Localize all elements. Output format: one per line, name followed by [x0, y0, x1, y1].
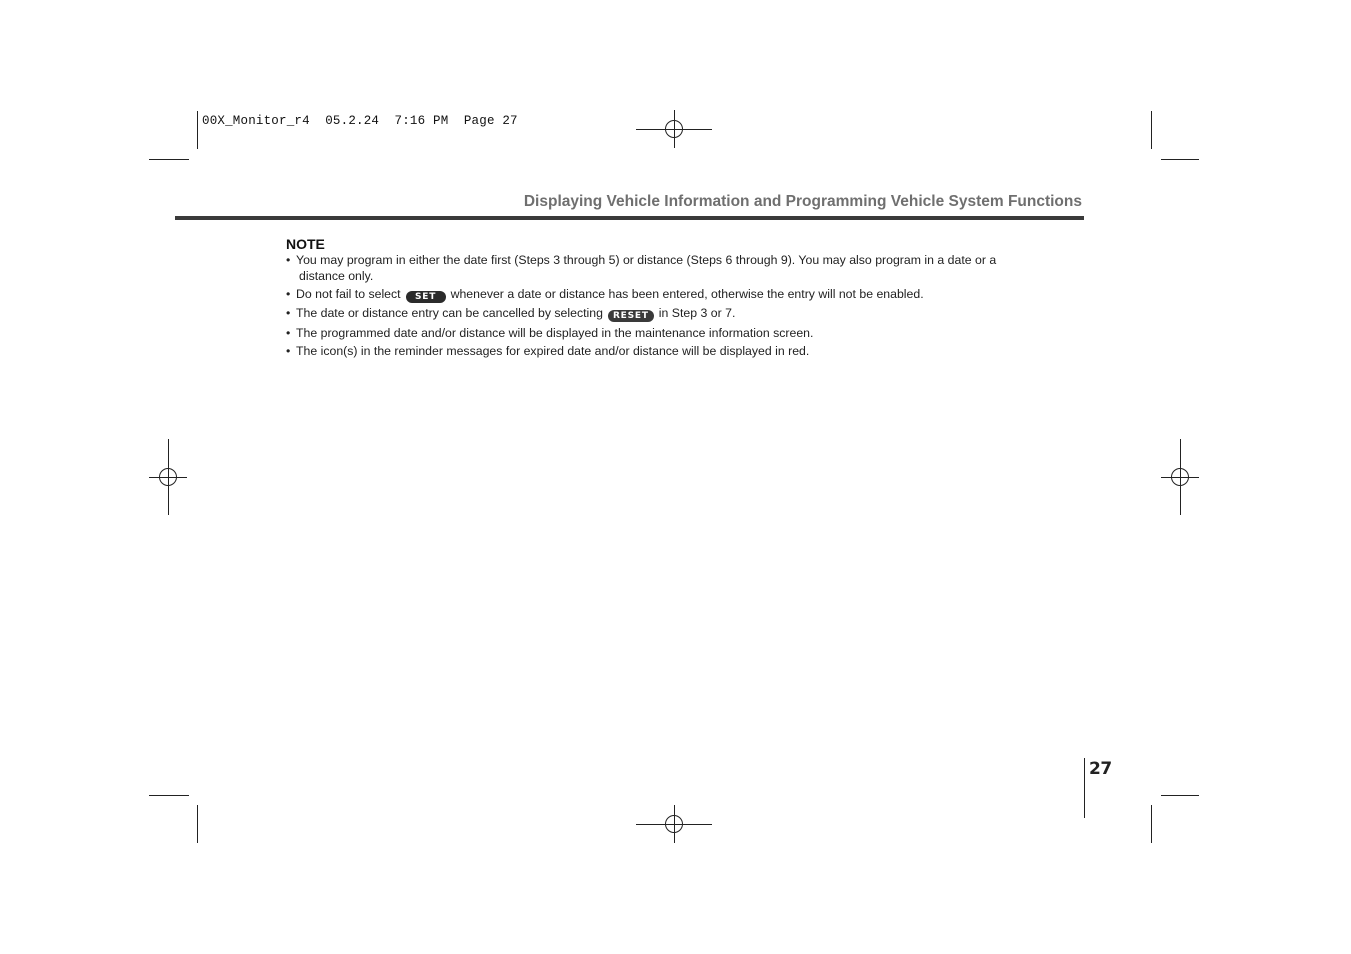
crop-mark-bottom-right-vertical: [1151, 805, 1152, 843]
crop-mark-top-right-horizontal: [1161, 159, 1199, 160]
bullet: •: [286, 306, 291, 321]
bullet: •: [286, 343, 291, 358]
section-title: Displaying Vehicle Information and Programming Vehicle System Functions: [523, 193, 1082, 210]
note-item: [286, 325, 1046, 341]
crop-mark-top-right-vertical: [1151, 111, 1152, 149]
note-list: [286, 252, 1046, 361]
crop-mark-bottom-right-horizontal: [1161, 795, 1199, 796]
note-item-text-after: in Step 3 or 7.: [658, 306, 736, 321]
header-rule: [175, 216, 1084, 220]
page-number-rule: [1084, 758, 1085, 818]
note-item: [286, 286, 1046, 303]
note-item-text-before: The date or distance entry can be cancelled by selecting: [296, 306, 603, 321]
page-number: 27: [1089, 759, 1112, 779]
note-item-text: The programmed date and/or distance will be displayed in the maintenance information screen.: [296, 325, 814, 340]
note-item-text: You may program in either the date first (Steps 3 through 5) or distance (Steps 6 through 9). You may also program in a date or a: [296, 253, 997, 267]
note-item-text-after: whenever a date or distance has been entered, otherwise the entry will not be enabled.: [450, 287, 924, 302]
crop-mark-top-left-vertical: [197, 111, 198, 149]
crop-mark-top-left-horizontal: [149, 159, 189, 160]
bullet: •: [286, 253, 291, 267]
note-item-text-continued: distance only.: [299, 269, 374, 283]
bullet: •: [286, 287, 291, 302]
reset-button-icon: RESET: [608, 310, 654, 322]
note-item: [286, 252, 1046, 284]
note-item: [286, 305, 1046, 322]
bullet: •: [286, 325, 291, 340]
set-button-icon: SET: [406, 291, 446, 303]
note-item: [286, 343, 1046, 359]
crop-mark-bottom-left-horizontal: [149, 795, 189, 796]
note-item-text-before: Do not fail to select: [296, 287, 401, 302]
note-item-text: The icon(s) in the reminder messages for expired date and/or distance will be displayed in red.: [296, 343, 810, 358]
note-heading: NOTE: [286, 236, 325, 252]
print-slug: 00X_Monitor_r4 05.2.24 7:16 PM Page 27: [202, 114, 518, 128]
crop-mark-bottom-left-vertical: [197, 805, 198, 843]
